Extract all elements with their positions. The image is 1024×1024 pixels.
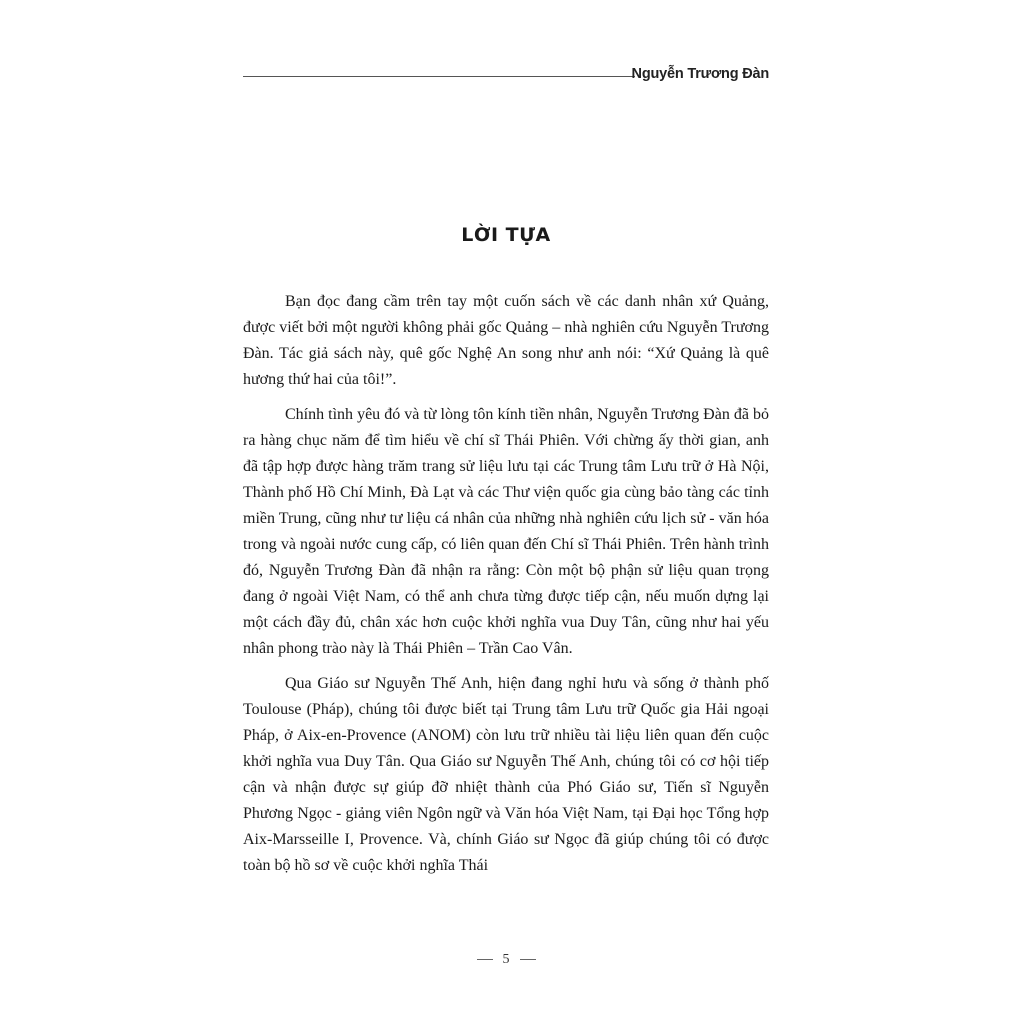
footer-dash-right — [520, 959, 536, 960]
paragraph: Chính tình yêu đó và từ lòng tôn kính tiền nhân, Nguyễn Trương Đàn đã bỏ ra hàng chục năm để tìm hiểu về chí sĩ Thái Phiên. Với chừng ấy thời gian, anh đã tập hợp được hàng trăm trang sử liệu lưu tại các Trung tâm Lưu trữ ở Hà Nội, Thành phố Hồ Chí Minh, Đà Lạt và các Thư viện quốc gia cùng bảo tàng các tỉnh miền Trung, cũng như tư liệu cá nhân của những nhà nghiên cứu lịch sử - văn hóa trong và ngoài nước cung cấp, có liên quan đến Chí sĩ Thái Phiên. Trên hành trình đó, Nguyễn Trương Đàn đã nhận ra rằng: Còn một bộ phận sử liệu quan trọng đang ở ngoài Việt Nam, có thể anh chưa từng được tiếp cận, nếu muốn dựng lại một cách đầy đủ, chân xác hơn cuộc khởi nghĩa vua Duy Tân, cũng như hai yếu nhân phong trào này là Thái Phiên – Trần Cao Vân. — [243, 406, 769, 657]
header-author: Nguyễn Trương Đàn — [631, 66, 769, 82]
page-footer — [243, 952, 769, 968]
footer-dash-left — [477, 959, 493, 960]
running-header — [243, 66, 769, 88]
header-rule — [243, 76, 635, 77]
chapter-title: LỜI TỰA — [461, 224, 551, 246]
paragraph: Qua Giáo sư Nguyễn Thế Anh, hiện đang nghỉ hưu và sống ở thành phố Toulouse (Pháp), chúng tôi được biết tại Trung tâm Lưu trữ Quốc gia Hải ngoại Pháp, ở Aix-en-Provence (ANOM) còn lưu trữ nhiều tài liệu liên quan đến cuộc khởi nghĩa vua Duy Tân. Qua Giáo sư Nguyễn Thế Anh, chúng tôi có cơ hội tiếp cận và nhận được sự giúp đỡ nhiệt thành của Phó Giáo sư, Tiến sĩ Nguyễn Phương Ngọc - giảng viên Ngôn ngữ và Văn hóa Việt Nam, tại Đại học Tổng hợp Aix-Marsseille I, Provence. Và, chính Giáo sư Ngọc đã giúp chúng tôi có được toàn bộ hồ sơ về cuộc khởi nghĩa Thái — [243, 675, 769, 874]
paragraph: Bạn đọc đang cầm trên tay một cuốn sách về các danh nhân xứ Quảng, được viết bởi một người không phải gốc Quảng – nhà nghiên cứu Nguyễn Trương Đàn. Tác giả sách này, quê gốc Nghệ An song như anh nói: “Xứ Quảng là quê hương thứ hai của tôi!”. — [243, 293, 769, 388]
page-number: 5 — [502, 952, 510, 967]
body-text — [243, 289, 769, 888]
